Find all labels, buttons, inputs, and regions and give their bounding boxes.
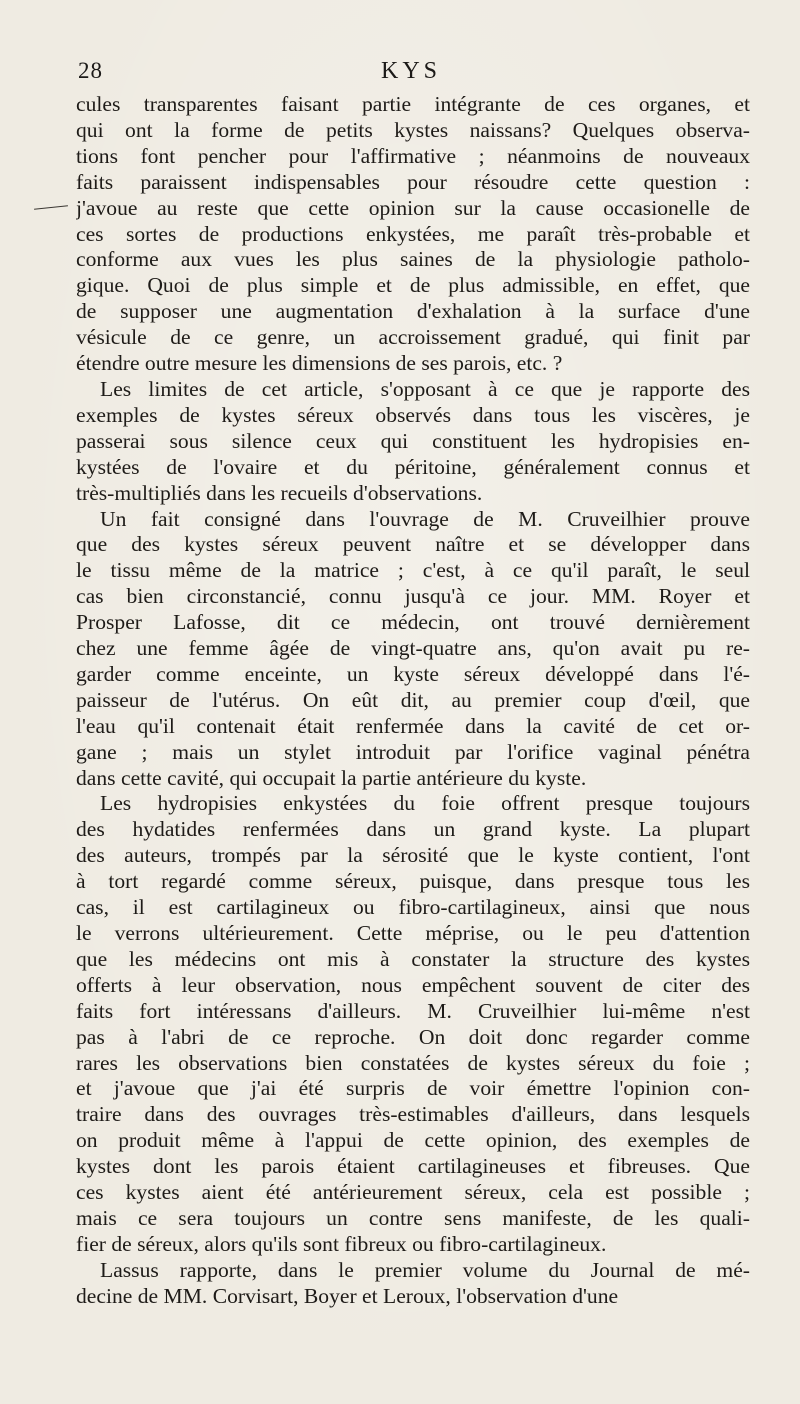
margin-mark bbox=[34, 205, 68, 210]
text-line: l'eau qu'il contenait était renfermée dans la cavité de cet or- bbox=[76, 713, 750, 738]
text-line: mais ce sera toujours un contre sens manifeste, de les quali- bbox=[76, 1205, 750, 1230]
text-line: traire dans des ouvrages très-estimables d'ailleurs, dans lesquels bbox=[76, 1102, 750, 1127]
body-text bbox=[76, 92, 750, 1310]
text-line: chez une femme âgée de vingt-quatre ans, qu'on avait pu re- bbox=[76, 636, 750, 661]
text-line: et j'avoue que j'ai été surpris de voir émettre l'opinion con- bbox=[76, 1076, 750, 1101]
text-line: fier de séreux, alors qu'ils sont fibreux ou fibro-cartilagineux. bbox=[76, 1231, 607, 1256]
text-line: paisseur de l'utérus. On eût dit, au premier coup d'œil, que bbox=[76, 687, 750, 712]
text-line: cules transparentes faisant partie intégrante de ces organes, et bbox=[76, 92, 750, 116]
text-line: le tissu même de la matrice ; c'est, à ce qu'il paraît, le seul bbox=[76, 558, 750, 583]
text-line: offerts à leur observation, nous empêchent souvent de citer des bbox=[76, 972, 750, 997]
text-line: dans cette cavité, qui occupait la partie antérieure du kyste. bbox=[76, 765, 587, 790]
text-line: Les hydropisies enkystées du foie offrent presque toujours bbox=[100, 791, 750, 816]
text-line: conforme aux vues les plus saines de la physiologie patholo- bbox=[76, 247, 750, 272]
text-line: cas bien circonstancié, connu jusqu'à ce jour. MM. Royer et bbox=[76, 584, 750, 609]
text-line: étendre outre mesure les dimensions de ses parois, etc. ? bbox=[76, 351, 563, 376]
text-line: qui ont la forme de petits kystes naissans? Quelques observa- bbox=[76, 117, 750, 142]
text-line: passerai sous silence ceux qui constituent les hydropisies en- bbox=[76, 428, 750, 453]
text-line: kystes dont les parois étaient cartilagineuses et fibreuses. Que bbox=[76, 1154, 750, 1179]
text-line: gique. Quoi de plus simple et de plus admissible, en effet, que bbox=[76, 273, 750, 298]
paragraph bbox=[76, 1258, 750, 1310]
text-line: kystées de l'ovaire et du péritoine, généralement connus et bbox=[76, 454, 750, 479]
text-line: cas, il est cartilagineux ou fibro-cartilagineux, ainsi que nous bbox=[76, 895, 750, 920]
text-line: on produit même à l'appui de cette opinion, des exemples de bbox=[76, 1128, 750, 1153]
running-head: KYS bbox=[380, 58, 441, 84]
paragraph bbox=[76, 791, 750, 1257]
text-line: des hydatides renfermées dans un grand kyste. La plupart bbox=[76, 817, 750, 842]
text-line: rares les observations bien constatées de kystes séreux du foie ; bbox=[76, 1050, 750, 1075]
paragraph bbox=[76, 92, 750, 377]
text-line: le verrons ultérieurement. Cette méprise, ou le peu d'attention bbox=[76, 921, 750, 945]
text-line: Les limites de cet article, s'opposant à ce que je rapporte des bbox=[100, 376, 750, 401]
text-line: faits fort intéressans d'ailleurs. M. Cruveilhier lui-même n'est bbox=[76, 998, 750, 1023]
text-line: tions font pencher pour l'affirmative ; néanmoins de nouveaux bbox=[76, 143, 750, 168]
paragraph bbox=[76, 377, 750, 507]
text-line: de supposer une augmentation d'exhalation à la surface d'une bbox=[76, 299, 750, 324]
text-line: ces kystes aient été antérieurement séreux, cela est possible ; bbox=[76, 1180, 750, 1205]
page-number: 28 bbox=[78, 58, 103, 83]
page-header bbox=[76, 58, 746, 92]
text-line: garder comme enceinte, un kyste séreux développé dans l'é- bbox=[76, 661, 750, 686]
text-line: à tort regardé comme séreux, puisque, dans presque tous les bbox=[76, 869, 750, 894]
text-line: pas à l'abri de ce reproche. On doit donc regarder comme bbox=[76, 1024, 750, 1049]
text-line: j'avoue au reste que cette opinion sur la cause occasionelle de bbox=[76, 195, 750, 220]
text-line: vésicule de ce genre, un accroissement gradué, qui finit par bbox=[76, 325, 750, 350]
text-line: Lassus rapporte, dans le premier volume du Journal de mé- bbox=[100, 1257, 750, 1282]
text-line: exemples de kystes séreux observés dans tous les viscères, je bbox=[76, 402, 750, 427]
text-line: decine de MM. Corvisart, Boyer et Leroux, l'observation d'une bbox=[76, 1283, 619, 1308]
text-line: ces sortes de productions enkystées, me paraît très-probable et bbox=[76, 221, 750, 246]
text-line: faits paraissent indispensables pour résoudre cette question : bbox=[76, 169, 750, 194]
text-line: Prosper Lafosse, dit ce médecin, ont trouvé dernièrement bbox=[76, 610, 750, 635]
text-line: que les médecins ont mis à constater la structure des kystes bbox=[76, 946, 750, 971]
text-line: Un fait consigné dans l'ouvrage de M. Cruveilhier prouve bbox=[100, 506, 750, 531]
text-line: très-multipliés dans les recueils d'observations. bbox=[76, 480, 483, 505]
text-line: que des kystes séreux peuvent naître et se développer dans bbox=[76, 532, 750, 557]
paragraph bbox=[76, 507, 750, 792]
text-line: des auteurs, trompés par la sérosité que le kyste contient, l'ont bbox=[76, 843, 750, 868]
text-line: gane ; mais un stylet introduit par l'orifice vaginal pénétra bbox=[76, 739, 750, 764]
